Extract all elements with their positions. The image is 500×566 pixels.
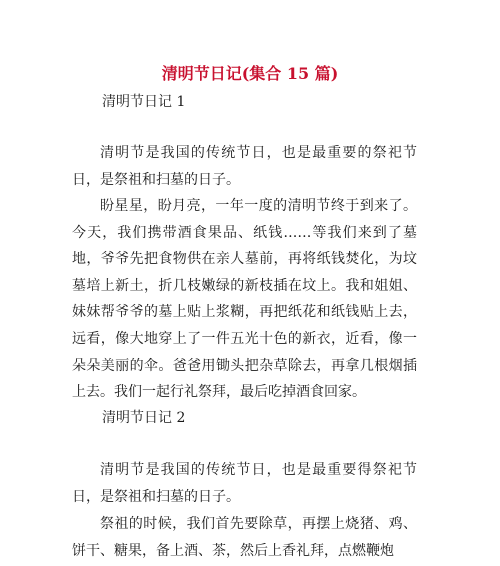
entry-heading-2: 清明节日记 2 — [102, 410, 186, 426]
entry-2-paragraph-1: 清明节是我国的传统节日，也是最重要得祭祀节日，是祭祖和扫墓的日子。 — [72, 462, 417, 505]
entry-heading-1: 清明节日记 1 — [102, 94, 186, 110]
entry-2-paragraph-2: 祭祖的时候，我们首先要除草，再摆上烧猪、鸡、饼干、糖果，备上酒、茶，然后上香礼拜，点燃鞭炮 — [72, 516, 417, 559]
entry-1-paragraph-1: 清明节是我国的传统节日，也是最重要的祭祀节日，是祭祖和扫墓的日子。 — [72, 145, 417, 188]
document-title: 清明节日记(集合 15 篇) — [161, 64, 339, 83]
entry-1-paragraph-2: 盼星星，盼月亮，一年一度的清明节终于到来了。今天，我们携带酒食果品、纸钱……等我们来到了墓地，爷爷先把食物供在亲人墓前，再将纸钱焚化，为坟墓培上新土，折几枝嫩绿的新枝插在坟上。我和姐姐、妹妹帮爷爷的墓上贴上浆糊，再把纸花和纸钱贴上去，远看，像大地穿上了一件五光十色的新衣，近看，像一朵朵美丽的伞。爸爸用锄头把杂草除去，再拿几根烟插上去。我们一起行礼祭拜，最后吃掉酒食回家。 — [72, 198, 417, 401]
